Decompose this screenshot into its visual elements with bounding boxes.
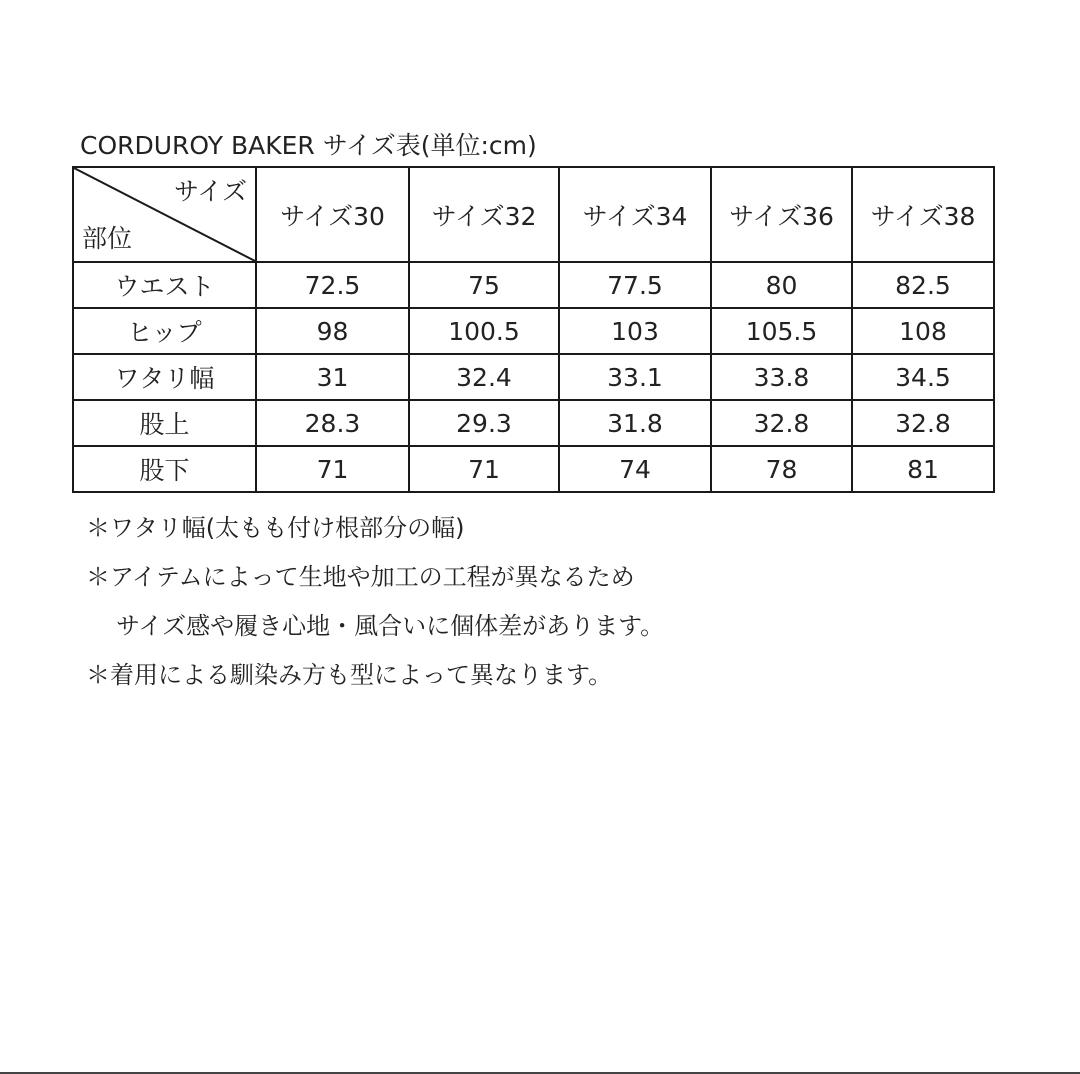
column-header: サイズ36 bbox=[711, 167, 852, 262]
table-cell: 100.5 bbox=[409, 308, 559, 354]
table-cell: 31.8 bbox=[559, 400, 711, 446]
note-thigh-width: ＊ワタリ幅(太もも付け根部分の幅) bbox=[86, 514, 465, 542]
row-label: ヒップ bbox=[73, 308, 256, 354]
column-header: サイズ32 bbox=[409, 167, 559, 262]
row-label: ワタリ幅 bbox=[73, 354, 256, 400]
column-header: サイズ34 bbox=[559, 167, 711, 262]
table-cell: 33.1 bbox=[559, 354, 711, 400]
table-header-row bbox=[73, 167, 994, 262]
table-row bbox=[73, 354, 994, 400]
table-cell: 103 bbox=[559, 308, 711, 354]
table-cell: 28.3 bbox=[256, 400, 409, 446]
table-cell: 71 bbox=[409, 446, 559, 492]
table-row bbox=[73, 400, 994, 446]
corner-size-label: サイズ bbox=[173, 177, 247, 206]
table-cell: 108 bbox=[852, 308, 994, 354]
table-cell: 98 bbox=[256, 308, 409, 354]
table-row bbox=[73, 446, 994, 492]
corner-part-label: 部位 bbox=[82, 224, 133, 253]
table-cell: 29.3 bbox=[409, 400, 559, 446]
table-cell: 32.8 bbox=[852, 400, 994, 446]
table-row bbox=[73, 308, 994, 354]
table-cell: 72.5 bbox=[256, 262, 409, 308]
size-table bbox=[72, 166, 995, 493]
table-cell: 81 bbox=[852, 446, 994, 492]
table-cell: 74 bbox=[559, 446, 711, 492]
table-cell: 80 bbox=[711, 262, 852, 308]
table-cell: 105.5 bbox=[711, 308, 852, 354]
row-label: 股下 bbox=[73, 446, 256, 492]
notes-section bbox=[86, 508, 664, 704]
row-label: ウエスト bbox=[73, 262, 256, 308]
table-cell: 33.8 bbox=[711, 354, 852, 400]
size-chart-title: CORDUROY BAKER サイズ表(単位:cm) bbox=[80, 131, 537, 160]
table-cell: 34.5 bbox=[852, 354, 994, 400]
table-cell: 75 bbox=[409, 262, 559, 308]
table-cell: 82.5 bbox=[852, 262, 994, 308]
table-cell: 77.5 bbox=[559, 262, 711, 308]
note-individual-difference: サイズ感や履き心地・風合いに個体差があります。 bbox=[116, 612, 665, 640]
table-cell: 32.8 bbox=[711, 400, 852, 446]
column-header: サイズ38 bbox=[852, 167, 994, 262]
note-break-in: ＊着用による馴染み方も型によって異なります。 bbox=[86, 661, 613, 689]
table-cell: 71 bbox=[256, 446, 409, 492]
note-fabric-process: ＊アイテムによって生地や加工の工程が異なるため bbox=[86, 563, 635, 591]
table-cell: 32.4 bbox=[409, 354, 559, 400]
corner-header-cell bbox=[73, 167, 256, 262]
table-cell: 78 bbox=[711, 446, 852, 492]
table-cell: 31 bbox=[256, 354, 409, 400]
table-row bbox=[73, 262, 994, 308]
row-label: 股上 bbox=[73, 400, 256, 446]
column-header: サイズ30 bbox=[256, 167, 409, 262]
